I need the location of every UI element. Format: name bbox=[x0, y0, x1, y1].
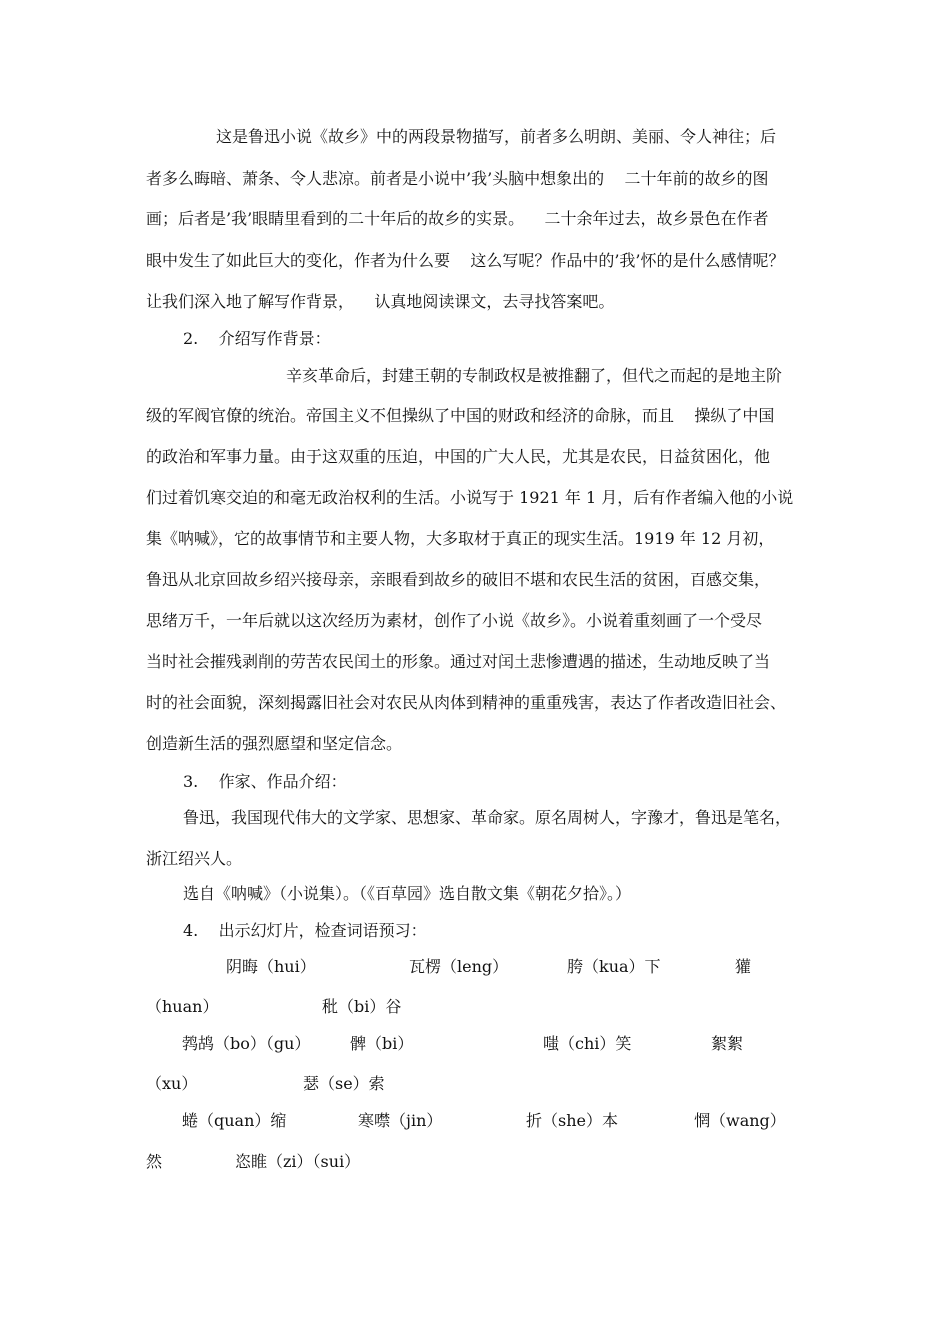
section-2-line-5: 集《呐喊》，它的故事情节和主要人物，大多取材于真正的现实生活。1919 年 12 月初， bbox=[146, 529, 775, 548]
vocab-item: 阴晦（hui） bbox=[226, 957, 316, 976]
intro-line-1: 这是鲁迅小说《故乡》中的两段景物描写，前者多么明朗、美丽、令人神往；后 bbox=[216, 127, 777, 146]
section-2-line-6: 鲁迅从北京回故乡绍兴接母亲，亲眼看到故乡的破旧不堪和农民生活的贫困，百感交集， bbox=[146, 570, 771, 589]
vocab-item: 獾 bbox=[735, 957, 752, 976]
intro-line-3: 画；后者是’我’眼睛里看到的二十年后的故乡的实景。 二十余年过去，故乡景色在作者 bbox=[146, 209, 769, 228]
section-4-heading: 4. 出示幻灯片，检查词语预习： bbox=[183, 921, 427, 940]
section-2-line-9: 时的社会面貌，深刻揭露旧社会对农民从肉体到精神的重重残害，表达了作者改造旧社会、 bbox=[146, 693, 787, 712]
vocab-item: 折（she）本 bbox=[526, 1111, 618, 1130]
vocab-item: 絮絮 bbox=[711, 1034, 744, 1053]
vocab-item: 嗤（chi）笑 bbox=[543, 1034, 632, 1053]
vocab-item: 惘（wang） bbox=[694, 1111, 786, 1130]
section-2-line-10: 创造新生活的强烈愿望和坚定信念。 bbox=[146, 734, 403, 753]
vocab-item: 寒噤（jin） bbox=[358, 1111, 443, 1130]
vocab-item: 瓦楞（leng） bbox=[409, 957, 509, 976]
vocab-item: （huan） bbox=[146, 997, 219, 1016]
section-2-line-4: 们过着饥寒交迫的和毫无政治权利的生活。小说写于 1921 年 1 月，后有作者编入他的小说 bbox=[146, 488, 794, 507]
vocab-item: 秕（bi）谷 bbox=[322, 997, 402, 1016]
intro-line-5: 让我们深入地了解写作背景， 认真地阅读课文，去寻找答案吧。 bbox=[146, 292, 615, 311]
vocab-item: 鹁鸪（bo）（gu） bbox=[182, 1034, 311, 1053]
section-2-line-2: 级的军阀官僚的统治。帝国主义不但操纵了中国的财政和经济的命脉，而且 操纵了中国 bbox=[146, 406, 775, 425]
section-2-line-7: 思绪万千，一年后就以这次经历为素材，创作了小说《故乡》。小说着重刻画了一个受尽 bbox=[146, 611, 763, 630]
section-3-line-1: 鲁迅，我国现代伟大的文学家、思想家、革命家。原名周树人，字豫才，鲁迅是笔名， bbox=[183, 808, 792, 827]
intro-line-4: 眼中发生了如此巨大的变化，作者为什么要 这么写呢？作品中的’我’怀的是什么感情呢？ bbox=[146, 251, 785, 270]
section-2-line-3: 的政治和军事力量。由于这双重的压迫，中国的广大人民，尤其是农民，日益贫困化，他 bbox=[146, 447, 771, 466]
section-2-line-1: 辛亥革命后，封建王朝的专制政权是被推翻了，但代之而起的是地主阶 bbox=[286, 366, 783, 385]
vocab-item: 胯（kua）下 bbox=[567, 957, 661, 976]
vocab-item: 瑟（se）索 bbox=[303, 1074, 385, 1093]
vocab-item: 然 bbox=[146, 1152, 163, 1171]
vocab-item: 髀（bi） bbox=[350, 1034, 414, 1053]
vocab-item: 恣睢（zi）（sui） bbox=[235, 1152, 361, 1171]
vocab-item: 蜷（quan）缩 bbox=[182, 1111, 287, 1130]
intro-line-2: 者多么晦暗、萧条、令人悲凉。前者是小说中’我’头脑中想象出的 二十年前的故乡的图 bbox=[146, 169, 769, 188]
section-3-heading: 3. 作家、作品介绍： bbox=[183, 772, 347, 791]
section-2-heading: 2. 介绍写作背景： bbox=[183, 329, 331, 348]
section-2-line-8: 当时社会摧残剥削的劳苦农民闰土的形象。通过对闰土悲惨遭遇的描述，生动地反映了当 bbox=[146, 652, 771, 671]
section-3-line-2: 浙江绍兴人。 bbox=[146, 849, 243, 868]
vocab-item: （xu） bbox=[146, 1074, 198, 1093]
section-3-line-3: 选自《呐喊》（小说集）。（《百草园》选自散文集《朝花夕拾》。） bbox=[183, 884, 632, 903]
